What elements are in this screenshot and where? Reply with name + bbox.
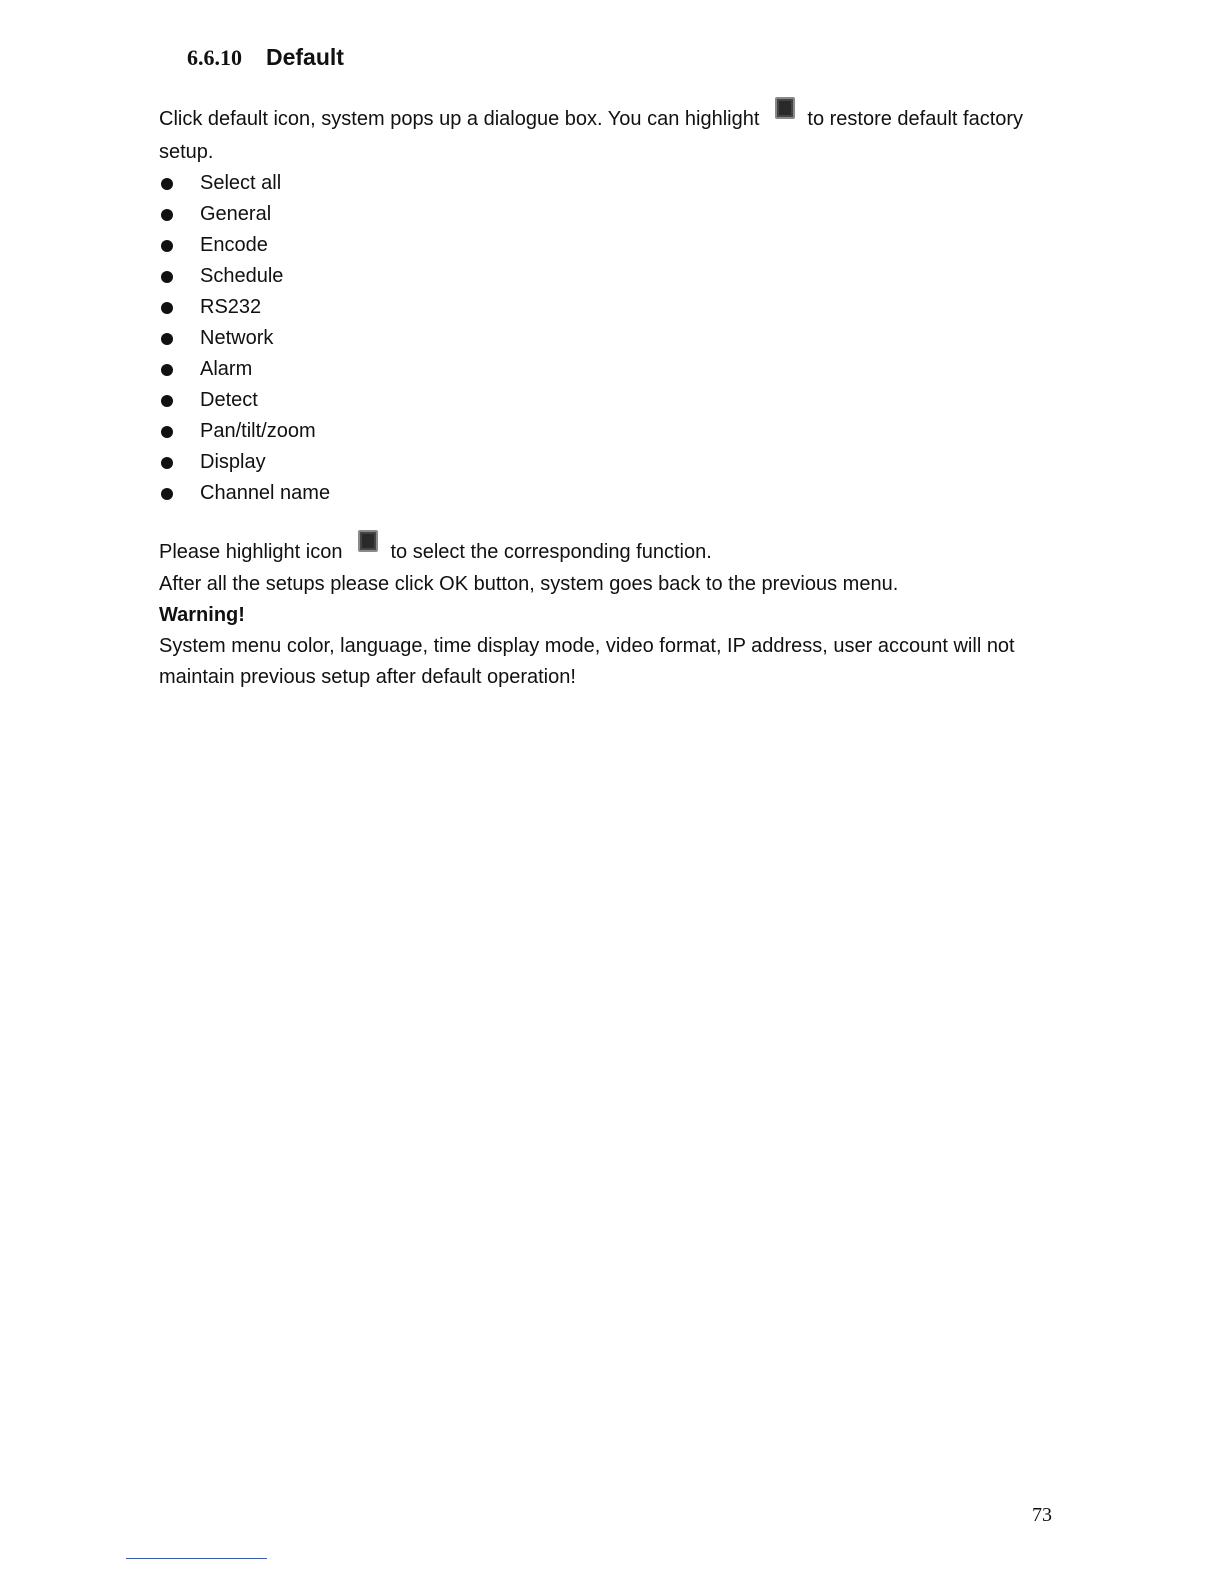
list-item [159,354,330,385]
section-number: 6.6.10 [187,45,242,70]
list-item [159,230,330,261]
bullet-icon [161,178,173,190]
highlight-text-1: Please highlight icon [159,541,343,563]
list-item-label: Alarm [200,358,253,380]
list-item-label: General [200,203,272,225]
intro-text-3: setup. [159,141,214,163]
intro-text-1: Click default icon, system pops up a dialogue box. You can highlight [159,108,760,130]
section-heading [187,44,344,78]
bullet-icon [161,240,173,252]
bullet-icon [161,426,173,438]
highlight-instruction [159,537,712,568]
list-item [159,168,330,199]
intro-line-1 [159,104,1023,135]
footnote-divider [126,1558,267,1559]
list-item [159,292,330,323]
bullet-icon [161,488,173,500]
after-setup-text: After all the setups please click OK button, system goes back to the previous menu. [159,573,899,595]
bullet-icon [161,209,173,221]
checkbox-icon [358,530,378,552]
after-setup-instruction [159,569,898,600]
list-item-label: Pan/tilt/zoom [200,420,316,442]
section-title: Default [266,44,344,70]
list-item [159,447,330,478]
list-item [159,261,330,292]
list-item [159,199,330,230]
warning-text-line-2: maintain previous setup after default operation! [159,666,576,688]
list-item [159,323,330,354]
warning-text-line-1: System menu color, language, time display mode, video format, IP address, user account will not [159,635,1015,657]
bullet-icon [161,271,173,283]
list-item-label: Detect [200,389,258,411]
intro-line-2 [159,137,213,168]
list-item-label: Encode [200,234,268,256]
warning-label: Warning! [159,604,245,626]
bullet-icon [161,302,173,314]
list-item-label: RS232 [200,296,262,318]
list-item-label: Select all [200,172,282,194]
list-item-label: Channel name [200,482,331,504]
checkbox-icon [775,97,795,119]
list-item-label: Schedule [200,265,284,287]
list-item [159,416,330,447]
intro-text-2: to restore default factory [807,108,1024,130]
highlight-text-2: to select the corresponding function. [390,541,712,563]
page-number: 73 [1032,1504,1052,1526]
bullet-icon [161,333,173,345]
default-options-list [159,168,330,509]
list-item-label: Network [200,327,274,349]
list-item-label: Display [200,451,266,473]
bullet-icon [161,457,173,469]
list-item [159,478,330,509]
bullet-icon [161,395,173,407]
list-item [159,385,330,416]
bullet-icon [161,364,173,376]
